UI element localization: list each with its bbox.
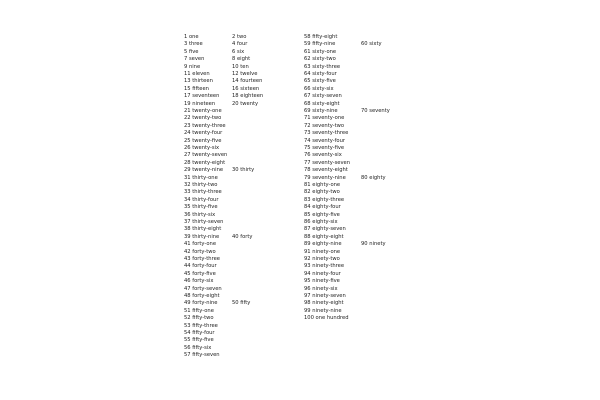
number-entry: 96 ninety-six [304, 285, 338, 292]
number-entry: 90 ninety [361, 241, 386, 248]
number-entry: 33 thirty-three [184, 189, 222, 196]
number-entry: 31 thirty-one [184, 174, 218, 181]
number-entry: 61 sixty-one [304, 48, 337, 55]
number-entry: 50 fifty [232, 300, 251, 307]
number-entry: 52 fifty-two [184, 315, 214, 322]
number-entry: 72 seventy-two [304, 122, 345, 129]
number-entry: 12 twelve [232, 71, 258, 77]
number-entry: 20 twenty [232, 100, 259, 107]
number-entry: 57 fifty-seven [184, 352, 220, 359]
number-entry: 23 twenty-three [184, 122, 226, 129]
number-entry: 63 sixty-three [304, 63, 341, 70]
number-entry: 98 ninety-eight [304, 300, 344, 307]
number-entry: 17 seventeen [184, 93, 220, 100]
number-entry: 100 one hundred [304, 315, 349, 322]
number-entry: 40 forty [232, 233, 253, 240]
number-entry: 46 forty-six [184, 278, 214, 285]
number-entry: 56 fifty-six [184, 344, 212, 351]
number-entry: 77 seventy-seven [304, 159, 351, 166]
number-entry: 83 eighty-three [304, 196, 345, 203]
number-entry: 9 nine [184, 63, 201, 70]
number-entry: 15 fifteen [184, 85, 209, 92]
number-entry: 74 seventy-four [304, 137, 345, 144]
number-entry: 78 seventy-eight [304, 167, 348, 174]
number-entry: 84 eighty-four [304, 204, 341, 211]
number-entry: 19 nineteen [184, 100, 216, 107]
number-entry: 69 sixty-nine [304, 108, 338, 114]
number-entry: 26 twenty-six [184, 145, 220, 151]
number-entry: 1 one [184, 34, 199, 40]
number-entry: 45 forty-five [184, 270, 216, 277]
number-entry: 28 twenty-eight [184, 159, 226, 166]
number-entry: 22 twenty-two [184, 115, 222, 122]
number-entry: 89 eighty-nine [304, 241, 342, 248]
number-entry: 25 twenty-five [184, 137, 222, 144]
number-entry: 8 eight [232, 56, 251, 63]
number-entry: 10 ten [232, 63, 249, 70]
number-entry: 65 sixty-five [304, 78, 336, 85]
number-entry: 35 thirty-five [184, 204, 218, 211]
number-entry: 21 twenty-one [184, 108, 222, 114]
number-entry: 95 ninety-five [304, 278, 340, 285]
number-entry: 97 ninety-seven [304, 293, 346, 299]
number-entry: 59 fifty-nine [304, 41, 336, 48]
number-entry: 85 eighty-five [304, 211, 340, 218]
number-entry: 82 eighty-two [304, 189, 340, 196]
number-entry: 43 forty-three [184, 256, 220, 262]
number-entry: 62 sixty-two [304, 56, 336, 63]
number-entry: 44 forty-four [184, 263, 217, 270]
number-entry: 71 seventy-one [304, 115, 345, 122]
number-entry: 47 forty-seven [184, 285, 222, 292]
number-entry: 41 forty-one [184, 241, 217, 248]
number-entry: 24 twenty-four [184, 130, 223, 137]
number-entry: 3 three [184, 41, 203, 48]
number-entry: 29 twenty-nine [184, 167, 224, 174]
number-entry: 16 sixteen [232, 85, 260, 92]
number-entry: 87 eighty-seven [304, 226, 346, 233]
number-entry: 79 seventy-nine [304, 174, 346, 181]
number-entry: 53 fifty-three [184, 322, 218, 329]
number-entry: 30 thirty [232, 167, 255, 174]
number-entry: 64 sixty-four [304, 71, 337, 77]
number-entry: 55 fifty-five [184, 337, 214, 344]
number-entry: 39 thirty-nine [184, 233, 220, 240]
number-entry: 99 ninety-nine [304, 307, 342, 314]
number-entry: 80 eighty [361, 174, 386, 181]
number-entry: 42 forty-two [184, 248, 216, 255]
number-entry: 94 ninety-four [304, 270, 341, 277]
number-entry: 4 four [232, 41, 248, 48]
number-entry: 5 five [184, 48, 199, 55]
number-entry: 7 seven [184, 56, 205, 63]
number-entry: 11 eleven [184, 71, 210, 77]
number-entry: 76 seventy-six [304, 152, 342, 159]
number-entry: 73 seventy-three [304, 130, 349, 137]
number-entry: 93 ninety-three [304, 263, 345, 270]
number-entry: 70 seventy [361, 108, 390, 114]
number-entry: 51 fifty-one [184, 307, 214, 314]
number-entry: 60 sixty [361, 41, 382, 48]
number-entry: 54 fifty-four [184, 330, 215, 336]
number-entry: 6 six [232, 48, 245, 55]
number-entry: 88 eighty-eight [304, 233, 344, 240]
number-entry: 58 fifty-eight [304, 34, 338, 40]
number-entry: 38 thirty-eight [184, 226, 222, 233]
number-entry: 13 thirteen [184, 78, 213, 85]
number-entry: 27 twenty-seven [184, 152, 228, 159]
number-entry: 36 thirty-six [184, 211, 216, 218]
number-entry: 34 thirty-four [184, 196, 219, 203]
number-entry: 2 two [232, 34, 247, 40]
number-entry: 92 ninety-two [304, 256, 340, 262]
number-entry: 91 ninety-one [304, 248, 341, 255]
number-entry: 18 eighteen [232, 93, 264, 100]
number-entry: 67 sixty-seven [304, 93, 342, 100]
number-entry: 37 thirty-seven [184, 219, 224, 225]
number-entry: 66 sixty-six [304, 85, 334, 92]
number-entry: 81 eighty-one [304, 182, 341, 188]
number-entry: 49 forty-nine [184, 300, 218, 307]
number-entry: 32 thirty-two [184, 182, 218, 188]
number-entry: 48 forty-eight [184, 293, 220, 299]
number-entry: 86 eighty-six [304, 219, 338, 225]
number-entry: 68 sixty-eight [304, 100, 340, 107]
number-entry: 75 seventy-five [304, 145, 345, 151]
number-entry: 14 fourteen [232, 78, 263, 85]
